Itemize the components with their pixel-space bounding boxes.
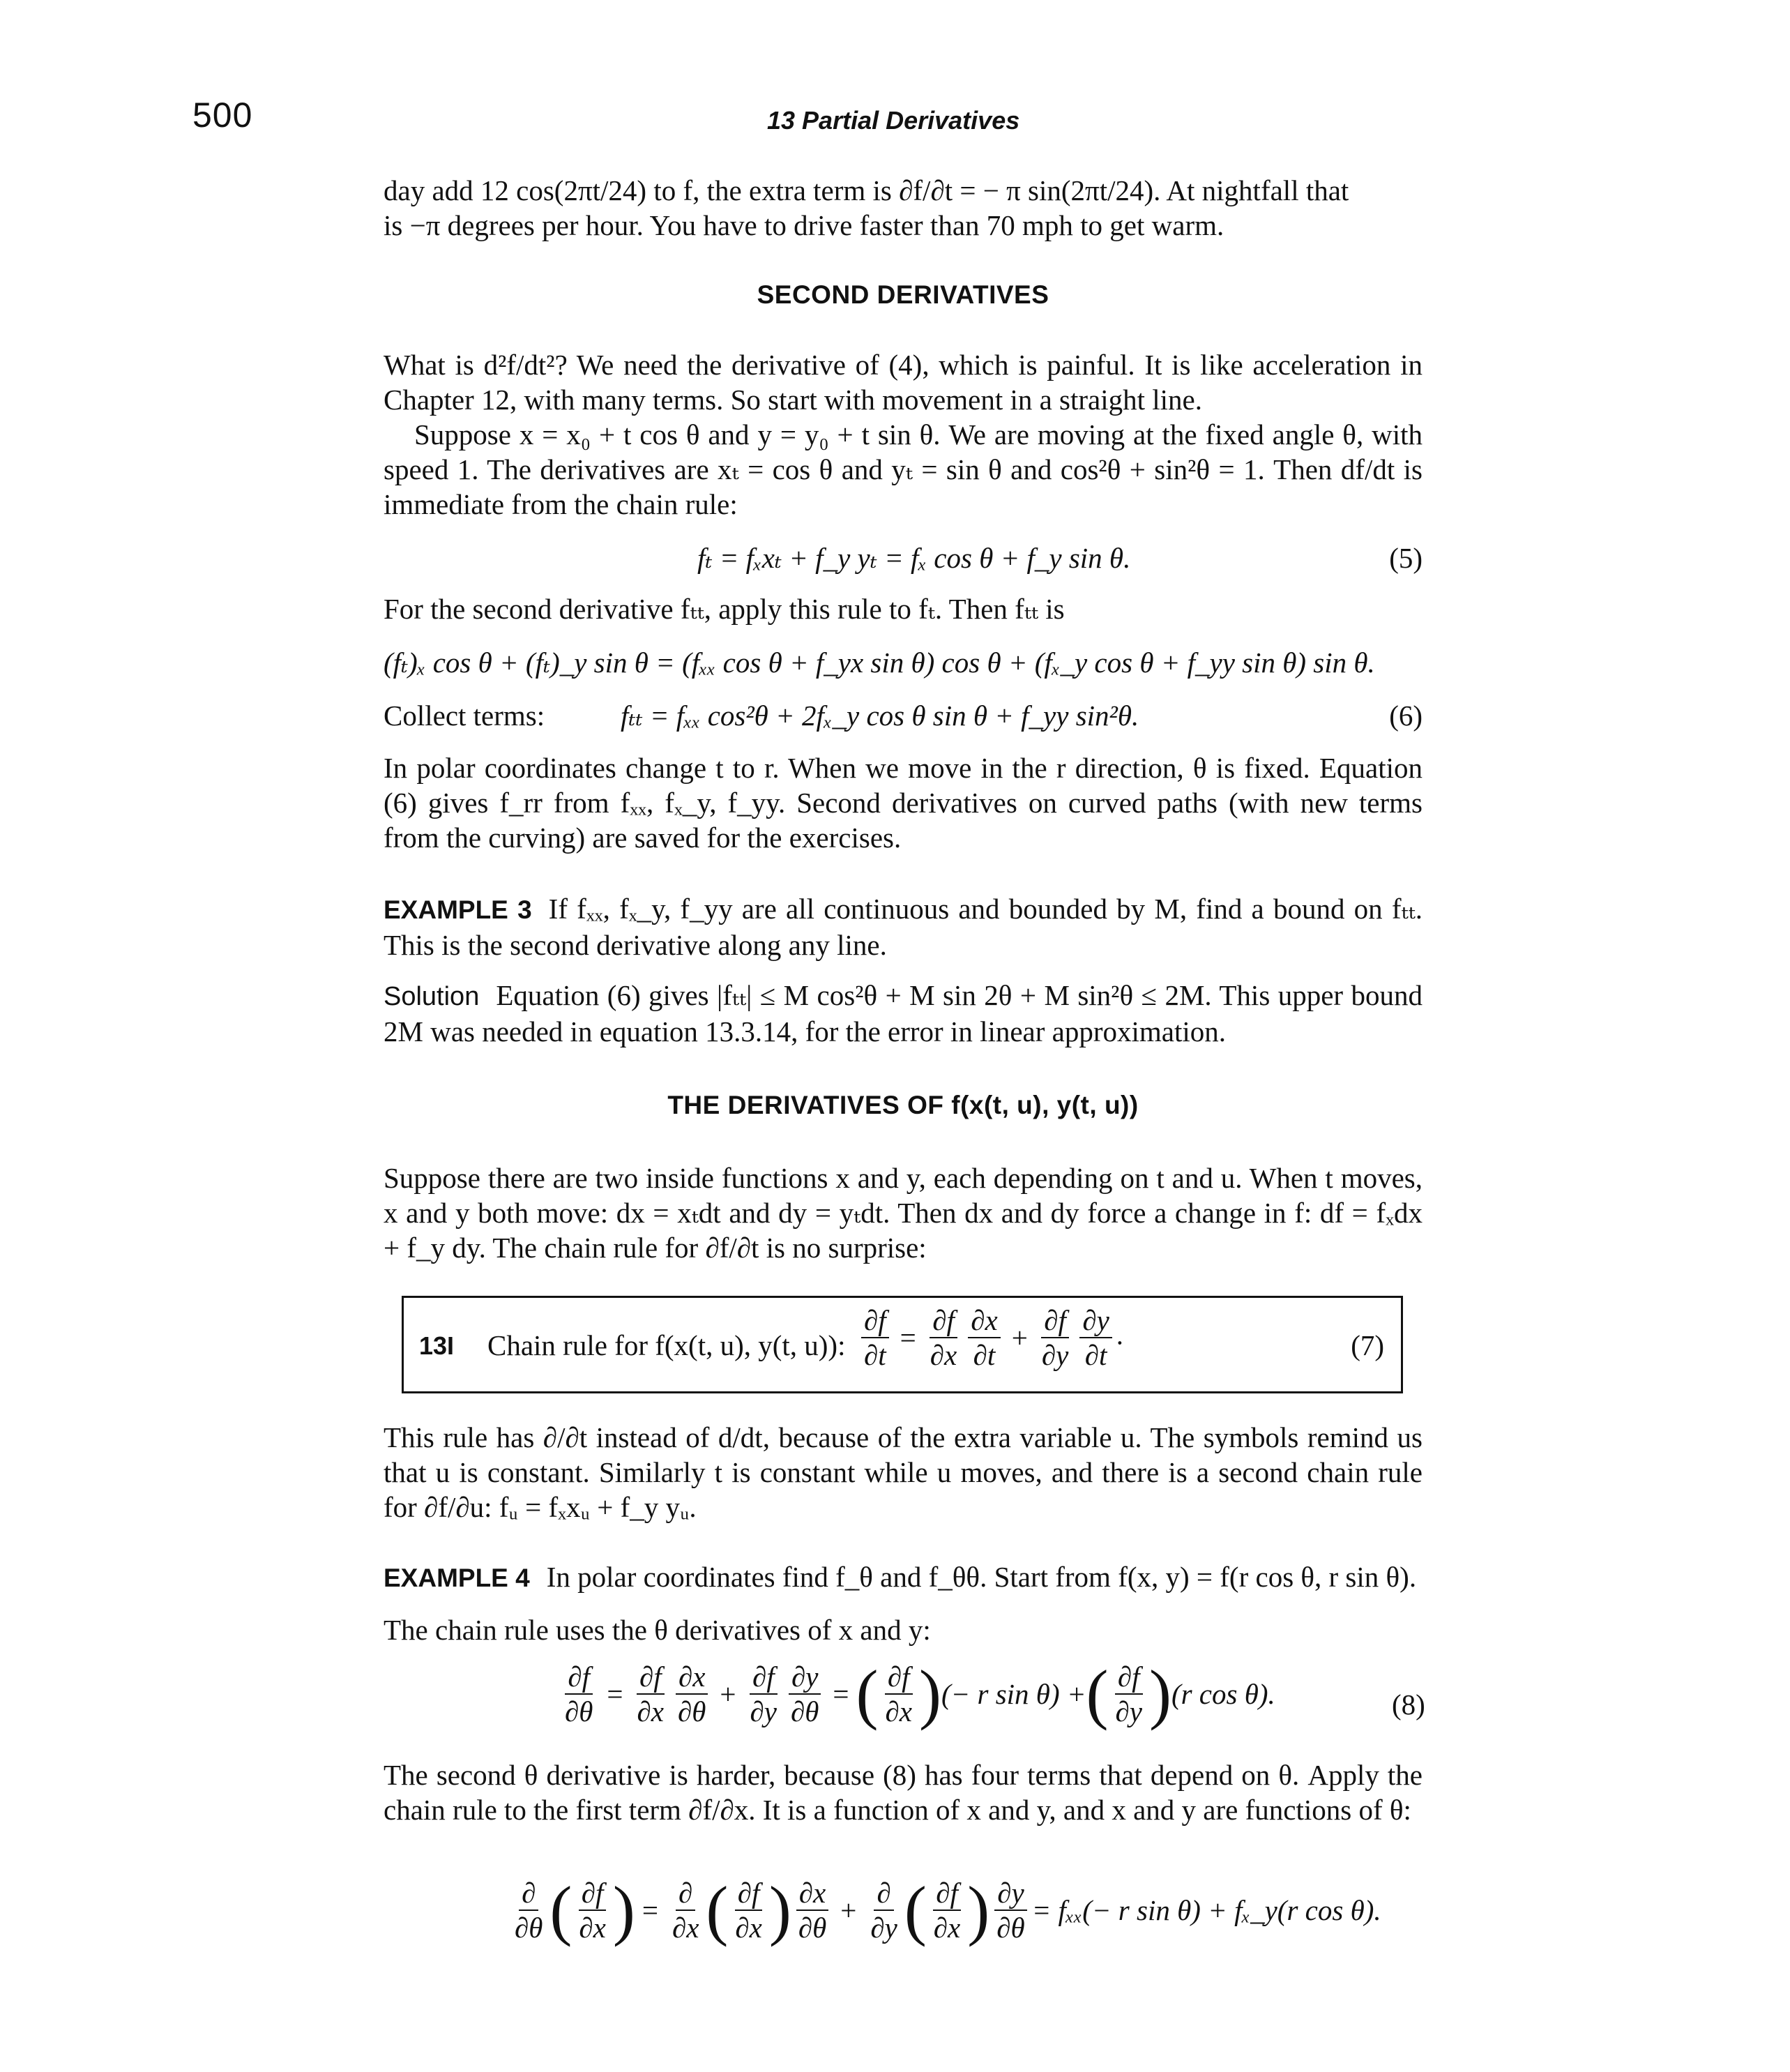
equation-8: $\frac{\partial f}{\partial\theta}$ = $\frac{\partial f}{\partial x}$ $\frac{\partial x}{\partial\theta}$ + $\frac{\partial f}{\partial y}$ $\frac{\partial y}{\partial\theta}$ = ( $\frac{\partial f}{\partial x}$ )(− r sin θ) +( $\frac{\partial f}{\partial y}$ )(r cos θ). [565,1656,1275,1731]
partial-rule-paragraph [384,1420,1423,1525]
equation-term: (− r sin θ) + [941,1678,1086,1710]
example-label: EXAMPLE 4 [384,1564,530,1592]
running-head: 13 Partial Derivatives [767,106,1020,135]
section-heading-second-derivatives: SECOND DERIVATIVES [757,280,1049,309]
paragraph-text: What is d²f/dt²? We need the derivative of (4), which is painful. It is like acceleration in Chapter 12, with many terms. So start with movement in a straight line. [384,349,1423,416]
second-derivative-intro [384,591,1423,626]
equation-second-theta: $\frac{\partial}{\partial\theta}$ ( $\frac{\partial f}{\partial x}$ ) = $\frac{\partial}{\partial x}$ ( $\frac{\partial f}{\partial x}$ ) $\frac{\partial x}{\partial\theta}$ + $\frac{\partial}{\partial y}$ ( $\frac{\partial f}{\partial x}$ ) $\frac{\partial y}{\partial\theta}$ = fₓₓ(− r sin θ) + fₓ_y(r cos θ). [515,1873,1381,1947]
second-derivatives-paragraph-1 [384,347,1423,522]
paragraph-text: The second θ derivative is harder, because (8) has four terms that depend on θ. Apply the chain rule to the first term ∂f/∂x. It is a function of x and y, and x and y are functions of θ: [384,1759,1423,1826]
section-heading-chain-rule: THE DERIVATIVES OF f(x(t, u), y(t, u)) [667,1091,1139,1119]
paragraph-text: For the second derivative fₜₜ, apply this rule to fₜ. Then fₜₜ is [384,593,1065,625]
collect-label: Collect terms: [384,700,545,732]
example-3-solution [384,978,1423,1049]
example-text: In polar coordinates find f_θ and f_θθ. Start from f(x, y) = f(r cos θ, r sin θ). [546,1561,1417,1593]
equation-body: fₜₜ = fₓₓ cos²θ + 2fₓ_y cos θ sin θ + f_yy sin²θ. [621,700,1139,732]
page-number: 500 [192,96,253,135]
intro-line-2: is −π degrees per hour. You have to drive faster than 70 mph to get warm. [384,209,1224,241]
example-label: EXAMPLE 3 [384,895,532,924]
paragraph-text: The chain rule uses the θ derivatives of x and y: [384,1614,931,1646]
example-4-intro [384,1612,1423,1647]
solution-text: Equation (6) gives |fₜₜ| ≤ M cos²θ + M sin 2θ + M sin²θ ≤ 2M. This upper bound 2M was needed in equation 13.3.14, for the error in linear approximation. [384,979,1423,1048]
example-3 [384,891,1423,962]
box-title: Chain rule for f(x(t, u), y(t, u)): [487,1329,846,1361]
paragraph-text: In polar coordinates change t to r. When we move in the r direction, θ is fixed. Equation (6) gives f_rr from fₓₓ, fₓ_y, f_yy. Second derivatives on curved paths (with new terms from the curving) are saved for the exercises. [384,752,1423,854]
equation-6 [384,699,1423,738]
equation-body: (fₜ)ₓ cos θ + (fₜ)_y sin θ = (fₓₓ cos θ + f_yx sin θ) cos θ + (fₓ_y cos θ + f_yy sin θ) sin θ. [384,646,1375,679]
equation-5 [384,541,1423,580]
equation-expand [384,646,1423,685]
polar-paragraph [384,750,1423,855]
intro-line-1: day add 12 cos(2πt/24) to f, the extra term is ∂f/∂t = − π sin(2πt/24). At nightfall that [384,174,1349,206]
example-text: If fₓₓ, fₓ_y, f_yy are all continuous and bounded by M, find a bound on fₜₜ. This is the second derivative along any line. [384,893,1423,961]
chain-rule-formula: $\frac{\partial f}{\partial t}$ = $\frac{\partial f}{\partial x}$ $\frac{\partial x}{\partial t}$ + $\frac{\partial f}{\partial y}$ $\frac{\partial y}{\partial t}$ . [857,1303,1123,1372]
paragraph-text: Suppose x = x₀ + t cos θ and y = y₀ + t sin θ. We are moving at the fixed angle θ, with speed 1. The derivatives are xₜ = cos θ and yₜ = sin θ and cos²θ + sin²θ = 1. Then df/dt is immediate from the chain rule: [384,418,1423,520]
equation-term: (r cos θ). [1171,1678,1275,1710]
equation-number: (6) [1389,700,1423,732]
intro-paragraph [384,173,1423,243]
equation-term: = fₓₓ(− r sin θ) + fₓ_y(r cos θ). [1031,1894,1381,1926]
second-theta-paragraph [384,1757,1423,1827]
chain-rule-box [402,1296,1403,1393]
equation-body: fₜ = fₓxₜ + f_y yₜ = fₓ cos θ + f_y sin θ. [697,542,1131,574]
chain-rule-paragraph [384,1160,1423,1265]
equation-number: (7) [1351,1329,1384,1361]
equation-number: (8) [1392,1688,1425,1721]
solution-label: Solution [384,982,480,1011]
example-4 [384,1559,1423,1596]
box-id: 13I [419,1331,455,1360]
equation-number: (5) [1389,542,1423,574]
paragraph-text: Suppose there are two inside functions x and y, each depending on t and u. When t moves, x and y both move: dx = xₜdt and dy = yₜdt. Then dx and dy force a change in f: df = fₓdx + f_y dy. The chain rule for ∂f/∂t is no surprise: [384,1162,1423,1264]
paragraph-text: This rule has ∂/∂t instead of d/dt, because of the extra variable u. The symbols remind us that u is constant. Similarly t is constant while u moves, and there is a second chain rule for ∂f/∂u: fᵤ = fₓxᵤ + f_y yᵤ. [384,1421,1423,1523]
